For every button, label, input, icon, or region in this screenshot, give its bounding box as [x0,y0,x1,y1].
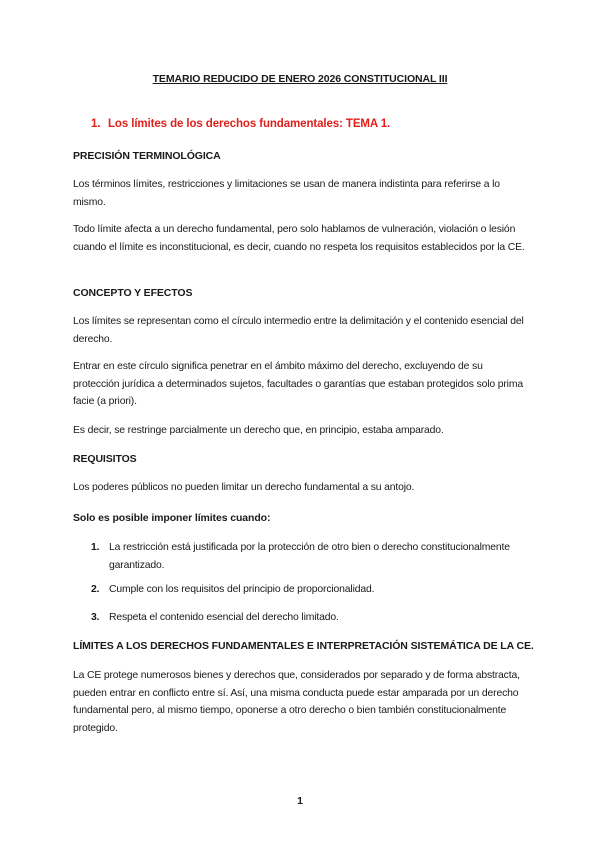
paragraph-todo-limite: Todo límite afecta a un derecho fundamental, pero solo hablamos de vulneración, violación o lesión cuando el límite es inconstitucional, es decir, cuando no respeta los requisitos establecidos por la CE. [73,224,525,253]
list-item [91,539,521,574]
list-item-text: Respeta el contenido esencial del derecho limitado. [109,612,339,623]
heading-solo-posible: Solo es posible imponer límites cuando: [73,512,271,524]
list-item-number: 1. [91,542,100,553]
list-item-text: Cumple con los requisitos del principio de proporcionalidad. [109,584,375,595]
paragraph-terminos: Los términos límites, restricciones y limitaciones se usan de manera indistinta para referirse a lo mismo. [73,179,500,208]
paragraph-es-decir: Es decir, se restringe parcialmente un derecho que, en principio, estaba amparado. [73,425,444,436]
paragraph-entrar: Entrar en este círculo significa penetrar en el ámbito máximo del derecho, excluyendo de su protección jurídica a determinados sujetos, facultades o garantías que estaban protegidos solo prima facie (a priori). [73,361,523,407]
section-number: 1. [91,118,101,130]
paragraph-circulo: Los límites se representan como el círculo intermedio entre la delimitación y el contenido esencial del derecho. [73,316,524,345]
list-item-number: 2. [91,584,100,595]
list-item [91,581,521,599]
heading-limites-interpretacion: LÍMITES A LOS DERECHOS FUNDAMENTALES E INTERPRETACIÓN SISTEMÁTICA DE LA CE. [73,640,534,652]
section-heading [91,118,390,130]
page-number: 1 [297,795,303,807]
heading-concepto: CONCEPTO Y EFECTOS [73,287,193,299]
list-item-text: La restricción está justificada por la protección de otro bien o derecho constitucionalmente garantizado. [109,542,510,571]
heading-precision: PRECISIÓN TERMINOLÓGICA [73,150,221,162]
document-title: TEMARIO REDUCIDO DE ENERO 2026 CONSTITUCIONAL III [152,73,448,85]
heading-requisitos: REQUISITOS [73,453,137,465]
paragraph-poderes-publicos: Los poderes públicos no pueden limitar un derecho fundamental a su antojo. [73,482,415,493]
paragraph-ce-protege: La CE protege numerosos bienes y derechos que, considerados por separado y de forma abstracta, pueden entrar en conflicto entre sí. Así, una misma conducta puede estar amparada por un derecho fundamental pero, al mismo tiempo, oponerse a otro derecho o bien también constitucionalmente protegido. [73,670,520,734]
section-title: Los límites de los derechos fundamentales: TEMA 1. [108,118,391,130]
list-item-number: 3. [91,612,100,623]
list-item [91,609,521,627]
